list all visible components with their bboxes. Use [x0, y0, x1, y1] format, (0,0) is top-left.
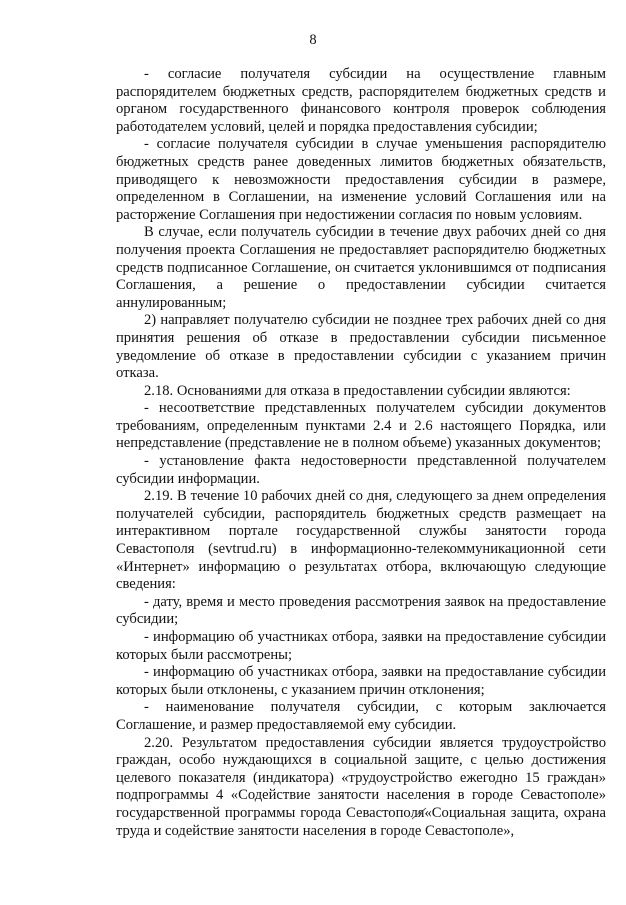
list-item-recipient-name: - наименование получателя субсидии, с которым заключается Соглашение, и размер предоставляемой ему субсидии.: [116, 699, 606, 733]
pen-stroke-svg: [411, 807, 427, 821]
paragraph-unreliability: - установление факта недостоверности представленной получателем субсидии информации.: [116, 453, 606, 487]
paragraph-2-19: 2.19. В течение 10 рабочих дней со дня, следующего за днем определения получателей субсидии, распорядитель бюджетных средств размещает на интерактивном портале государственной службы занятости города Севастополя (sevtrud.ru) в информационно-телекоммуникационной сети «Интернет» информацию о результатах отбора, включающую следующие сведения:: [116, 488, 606, 593]
paragraph-2-20-part-1: 2.20. Результатом предоставления субсидии является трудоустройство граждан, особо нуждающихся в социальной защите, с целью достижения целевого показателя (индикатора) «трудоустройство ежегодно 15 граждан» подпрограммы 4 «Содействие занятости населения в городе Севастополе» государственной программы города Севастополя: [116, 734, 606, 821]
list-item-reviewed-participants: - информацию об участниках отбора, заявки на предоставление субсидии которых были рассмотрены;: [116, 629, 606, 663]
paragraph-consent-limits: - согласие получателя субсидии в случае уменьшения распорядителю бюджетных средств ранее доведенных лимитов бюджетных обязательств, приводящего к невозможности предоставления субсидии в размере, определенном в Соглашении, на изменение условий Соглашения или на расторжение Соглашения при недостижении согласия по новым условиям.: [116, 136, 606, 223]
document-body: [116, 66, 606, 840]
paragraph-nonconformity: - несоответствие представленных получателем субсидии документов требованиям, определенным пунктами 2.4 и 2.6 настоящего Порядка, или непредставление (представление не в полном объеме) указанных документов;: [116, 400, 606, 452]
paragraph-2-20-part-2: «Социальная защита, охрана труда и содействие занятости населения в городе Севастополе»,: [116, 804, 606, 839]
paragraph-2-18-heading: 2.18. Основаниями для отказа в предоставлении субсидии являются:: [144, 382, 571, 399]
list-item-date-time-place: - дату, время и место проведения рассмотрения заявок на предоставление субсидии;: [116, 593, 606, 628]
paragraph-consent-control: - согласие получателя субсидии на осуществление главным распорядителем бюджетных средств, распорядителем бюджетных средств и органом государственного финансового контроля проверок соблюдения работодателем условий, целей и порядка предоставления субсидии;: [116, 66, 606, 135]
paragraph-evasion: В случае, если получатель субсидии в течение двух рабочих дней со дня получения проекта Соглашения не предоставляет распорядителю бюджетных средств подписанное Соглашение, он считается уклонившимся от подписания Соглашения, а решение о предоставлении субсидии считается аннулированным;: [116, 224, 606, 311]
page-number: 8: [309, 32, 317, 48]
paragraph-2-20: [116, 735, 606, 841]
list-item-rejected-participants: - информацию об участниках отбора, заявки на предоставлание субсидии которых были отклонены, с указанием причин отклонения;: [116, 664, 606, 698]
paragraph-refusal-notice: 2) направляет получателю субсидии не позднее трех рабочих дней со дня принятия решения об отказе в предоставлении субсидии письменное уведомление об отказе в предоставлении субсидии с указанием причин отказа.: [116, 312, 606, 382]
